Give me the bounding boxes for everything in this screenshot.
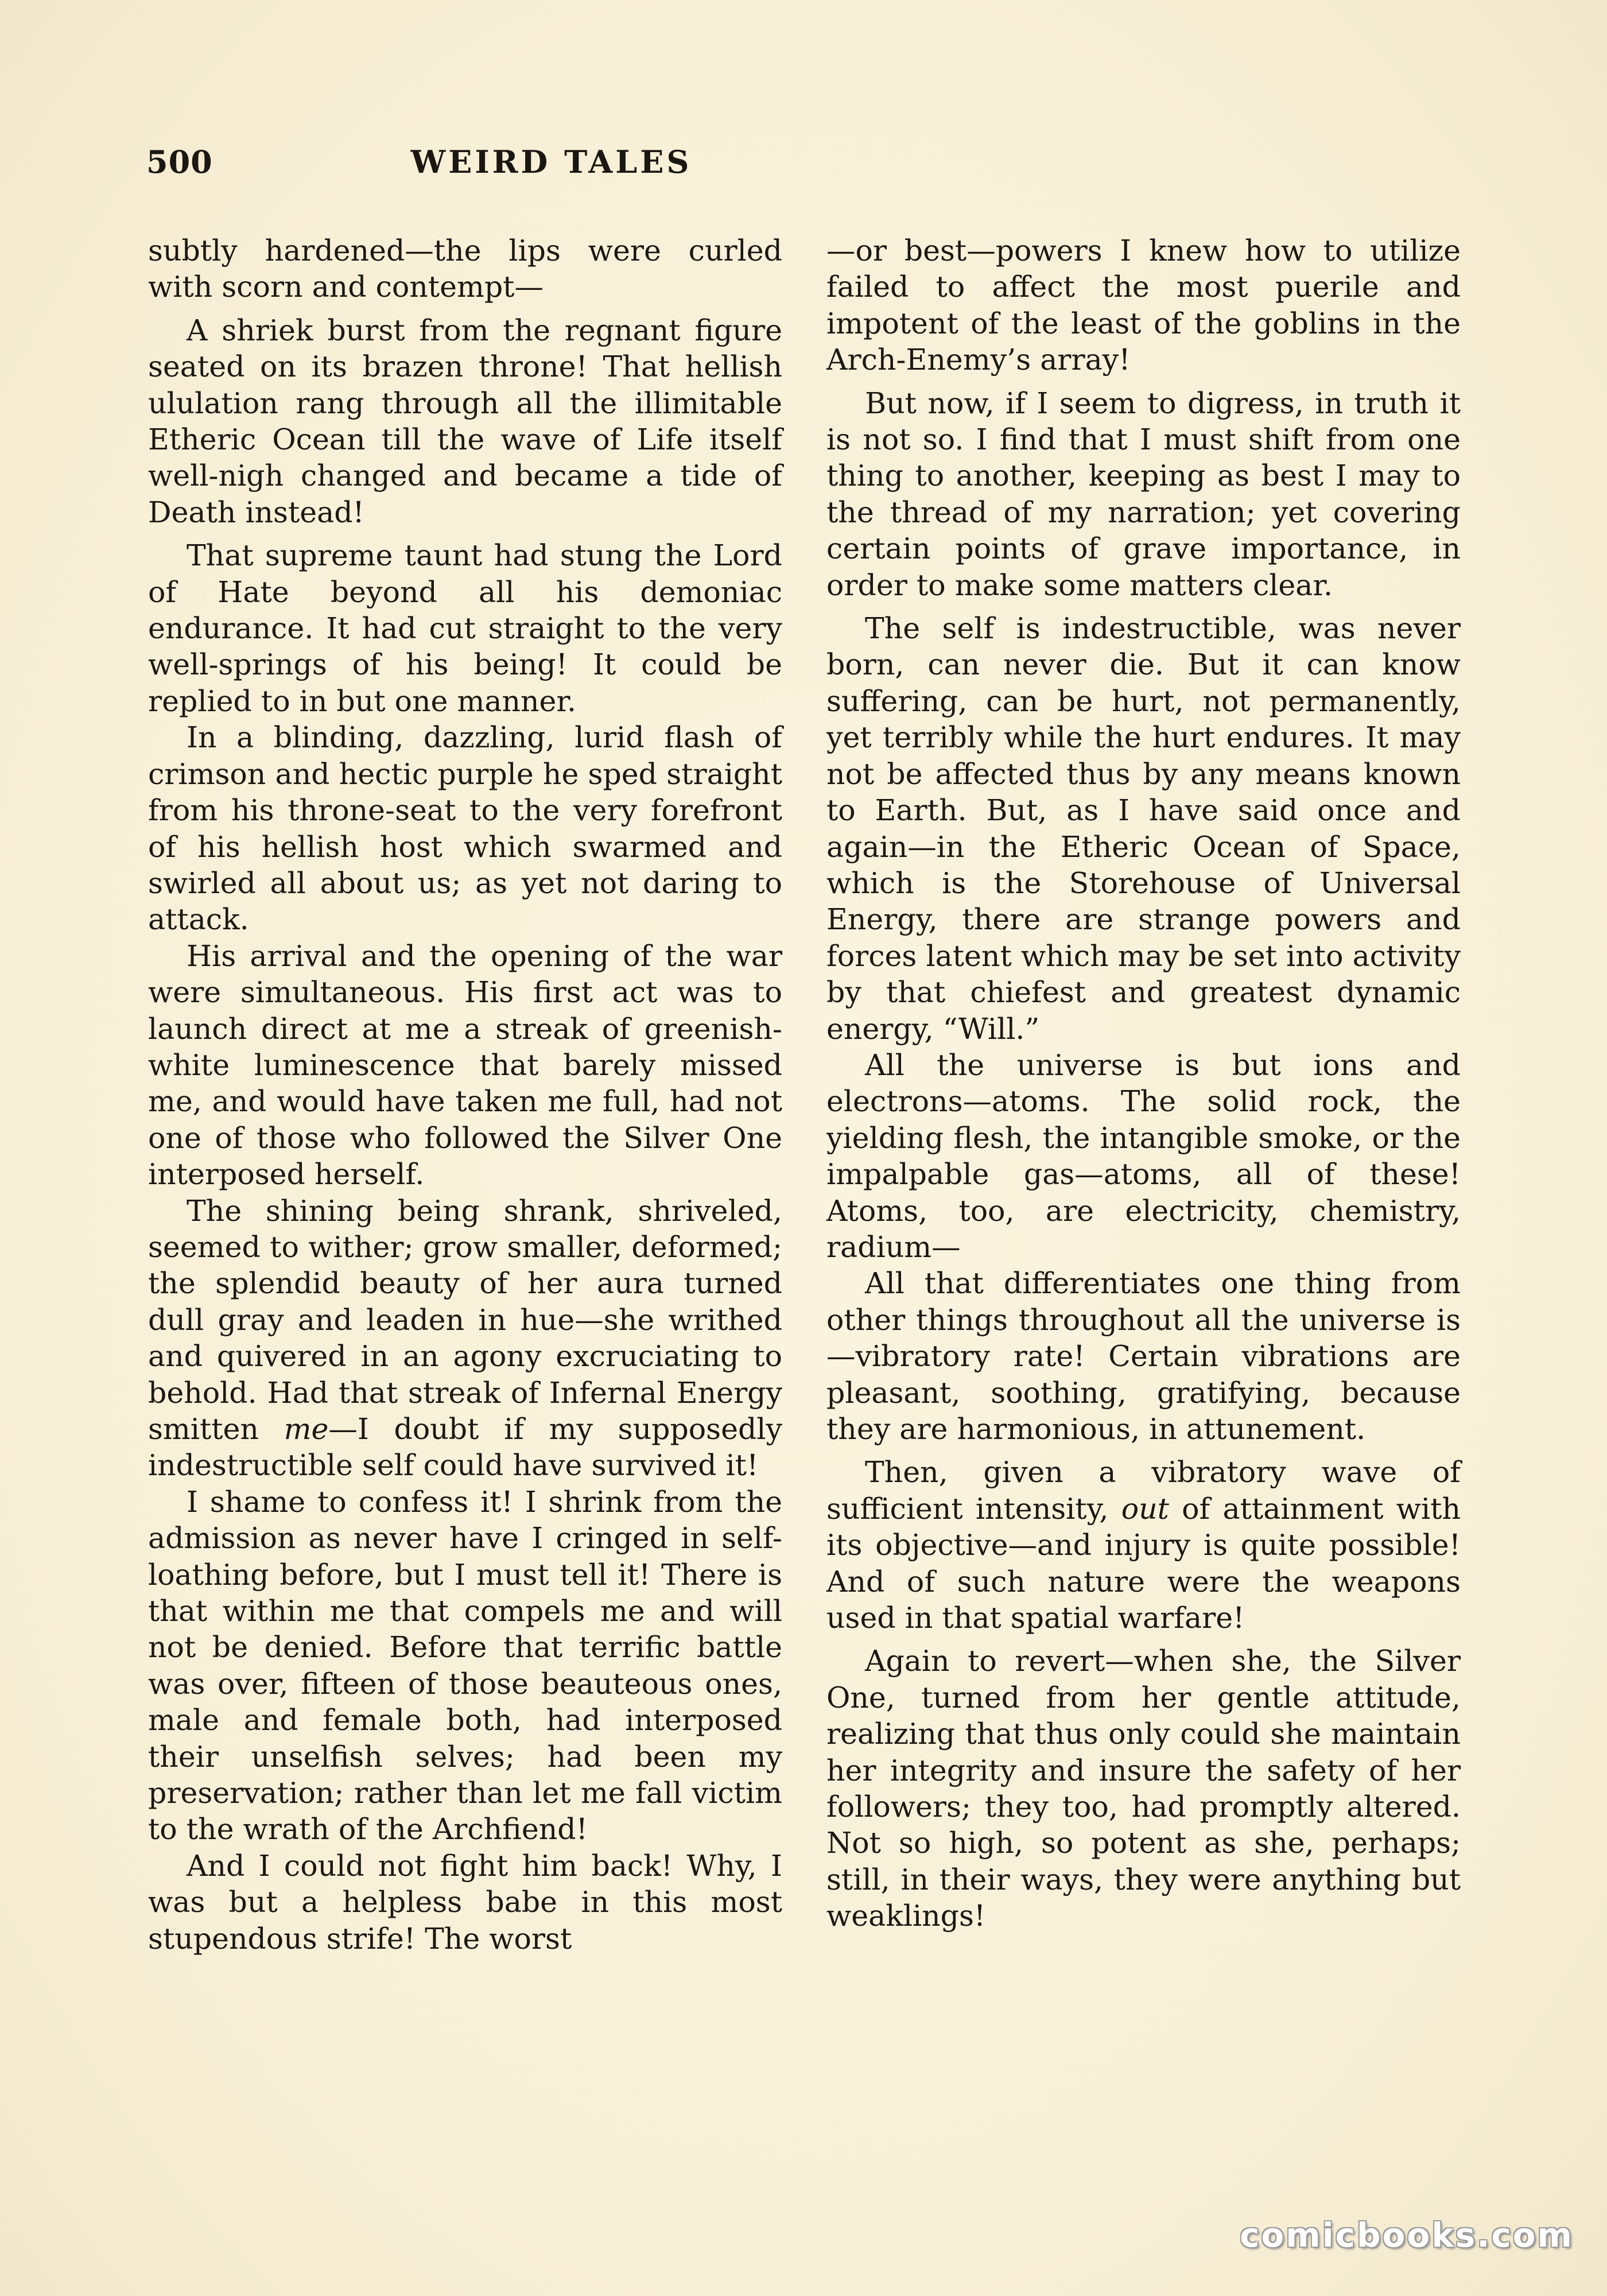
paragraph: I shame to confess it! I shrink from the admission as never have I cringed in self-loathing before, but I must tell it! There is that within me that compels me and will not be denied. Before that terrific battle was over, fifteen of those beauteous ones, male and female both, had interposed their unselfish selves; had been my preservation; rather than let me fall victim to the wrath of the Archfiend!: [148, 1484, 782, 1847]
paragraph: [148, 1193, 782, 1484]
paragraph: [826, 1454, 1461, 1636]
paragraph-text: of attainment with its objective—and injury is quite possible! And of such nature were the weapons used in that spatial warfare!: [826, 1491, 1461, 1635]
paragraph: In a blinding, dazzling, lurid flash of crimson and hectic purple he sped straight from his throne-seat to the very forefront of his hellish host which swarmed and swirled all about us; as yet not daring to attack.: [148, 720, 782, 937]
paragraph-text: —I doubt if my supposedly indestructible self could have survived it!: [148, 1412, 782, 1483]
page-number: 500: [146, 144, 213, 180]
paragraph: But now, if I seem to digress, in truth it is not so. I find that I must shift from one thing to another, keeping as best I may to the thread of my narration; yet covering certain points of grave importance, in order to make some matters clear.: [826, 386, 1461, 602]
paragraph-text: The shining being shrank, shriveled, seemed to wither; grow smaller, deformed; the splendid beauty of her aura turned dull gray and leaden in hue—she writhed and quivered in an agony excruciating to behold. Had that streak of Infernal Energy smitten: [148, 1193, 782, 1446]
paragraph-text: Then, given a vibratory wave of sufficient intensity,: [826, 1455, 1461, 1526]
paragraph: Again to revert—when she, the Silver One, turned from her gentle attitude, realizing that thus only could she maintain her integrity and insure the safety of her followers; they too, had promptly altered. Not so high, so potent as she, perhaps; still, in their ways, they were anything but weaklings!: [826, 1644, 1461, 1933]
emphasis-text: me: [284, 1412, 329, 1446]
paragraph: All the universe is but ions and electrons—atoms. The solid rock, the yielding flesh, the intangible smoke, or the impalpable gas—atoms, all of these! Atoms, too, are electricity, chemistry, radium—: [826, 1048, 1461, 1264]
watermark-logo: comicbooks.com: [1240, 2216, 1574, 2255]
running-head: WEIRD TALES: [410, 144, 692, 180]
paragraph: The self is indestructible, was never born, can never die. But it can know suffering, can be hurt, not permanently, yet terribly while the hurt endures. It may not be affected thus by any means known to Earth. But, as I have said once and again—in the Etheric Ocean of Space, which is the Storehouse of Universal Energy, there are strange powers and forces latent which may be set into activity by that chiefest and greatest dynamic energy, “Will.”: [826, 611, 1461, 1046]
left-column: [148, 232, 782, 1957]
emphasis-text: out: [1121, 1491, 1169, 1526]
paragraph: All that differentiates one thing from other things throughout all the universe is—vibratory rate! Certain vibrations are pleasant, soothing, gratifying, because they are harmonious, in attunement.: [826, 1266, 1461, 1446]
paragraph: And I could not fight him back! Why, I was but a helpless babe in this most stupendous strife! The worst: [148, 1848, 782, 1956]
paragraph: That supreme taunt had stung the Lord of Hate beyond all his demoniac endurance. It had cut straight to the very well-springs of his being! It could be replied to in but one manner.: [148, 538, 782, 718]
paragraph: His arrival and the opening of the war were simultaneous. His first act was to launch direct at me a streak of greenish-white luminescence that barely missed me, and would have taken me full, had not one of those who followed the Silver One interposed herself.: [148, 938, 782, 1192]
paragraph: —or best—powers I knew how to utilize failed to affect the most puerile and impotent of the least of the goblins in the Arch-Enemy’s array!: [826, 234, 1461, 377]
paragraph: subtly hardened—the lips were curled with scorn and contempt—: [148, 234, 782, 304]
page-header: [146, 144, 956, 189]
right-column: [826, 232, 1461, 1934]
paragraph: A shriek burst from the regnant figure seated on its brazen throne! That hellish ululation rang through all the illimitable Etheric Ocean till the wave of Life itself well-nigh changed and became a tide of Death instead!: [148, 313, 782, 529]
